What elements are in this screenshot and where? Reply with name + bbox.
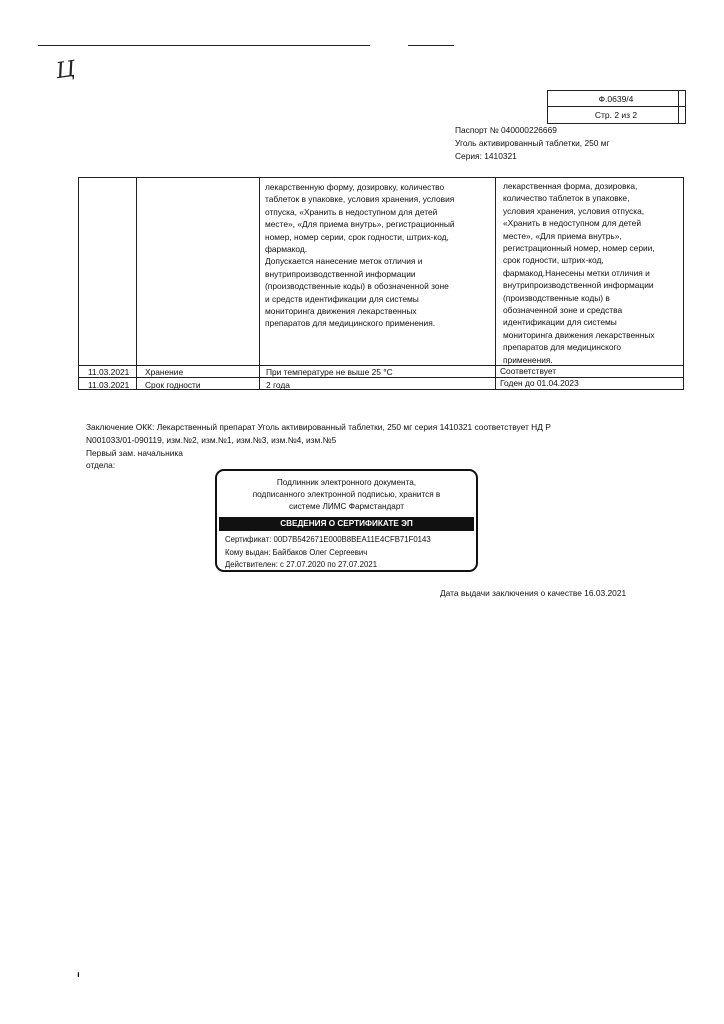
conclusion-text: Заключение ОКК: Лекарственный препарат Уголь активированный таблетки, 250 мг серия 1410321 соответствует НД Р — [86, 422, 551, 432]
passport-number: Паспорт № 040000226669 — [455, 125, 557, 135]
table-row-shelf-result: Годен до 01.04.2023 — [500, 378, 579, 388]
table-row-shelf-requirement: 2 года — [266, 380, 290, 390]
passport-block — [455, 124, 610, 163]
form-code: Ф.0639/4 — [598, 94, 634, 104]
table-row-shelf-date: 11.03.2021 — [88, 380, 130, 390]
top-rule-left — [38, 45, 370, 46]
form-code-box — [547, 90, 685, 124]
conclusion-block — [86, 421, 556, 472]
top-rule-right — [408, 45, 454, 46]
certificate-info-bar: СВЕДЕНИЯ О СЕРТИФИКАТЕ ЭП — [219, 517, 474, 531]
signer-title: Первый зам. начальника — [86, 447, 183, 458]
series-number: Серия: 1410321 — [455, 151, 517, 161]
table-row-storage-requirement: При температуре не выше 25 °С — [266, 367, 393, 377]
electronic-signature-stamp — [215, 469, 478, 572]
table-row-storage-indicator: Хранение — [145, 367, 184, 377]
handwritten-mark: Ц — [54, 56, 77, 85]
stamp-header: Подлинник электронного документа, подписанного электронной подписью, хранится в системе ЛИМС Фармстандарт — [252, 478, 441, 511]
table-row-shelf-indicator: Срок годности — [145, 380, 201, 390]
conclusion-normative-doc: N001033/01-090119, изм.№2, изм.№1, изм.№3, изм.№4, изм.№5 — [86, 434, 337, 445]
certificate-owner: Кому выдан: Байбаков Олег Сергеевич — [225, 548, 368, 557]
certificate-validity: Действителен: с 27.07.2020 по 27.07.2021 — [225, 560, 378, 569]
product-name: Уголь активированный таблетки, 250 мг — [455, 138, 610, 148]
certificate-number: Сертификат: 00D7B542671E000B8BEA11E4CFB71F0143 — [225, 535, 431, 544]
table-row-storage-date: 11.03.2021 — [88, 367, 130, 377]
result-continued: лекарственная форма, дозировка, количество таблеток в упаковке, условия хранения, условия отпуска, «Хранить в недоступном для детей месте», «Для приема внутрь», регистрационный номер, номер серии, срок годности, штрих-код, фармакод.Нанесены метки отличия и внутрипроизводственной информации (производственные коды) в обозначенной зоне и средства идентификации для системы мониторинга движения лекарственных препаратов для медицинского применения. — [503, 181, 655, 365]
scan-mark: ╻ — [76, 968, 81, 977]
signer-department: отдела: — [86, 460, 116, 471]
requirement-continued: лекарственную форму, дозировку, количество таблеток в упаковке, условия хранения, условия отпуска, «Хранить в недоступном для детей месте», «Для приема внутрь», регистрационный номер, номер серии, срок годности, штрих-код, фармакод. Допускается нанесение меток отличия и внутрипроизводственной информации (производственные коды) в обозначенной зоне и средств идентификации для системы мониторинга движения лекарственных препаратов для медицинского применения. — [265, 182, 455, 329]
issue-date: Дата выдачи заключения о качестве 16.03.2021 — [440, 588, 627, 598]
table-row-storage-result: Соответствует — [500, 366, 557, 376]
page-number: Стр. 2 из 2 — [594, 110, 638, 120]
